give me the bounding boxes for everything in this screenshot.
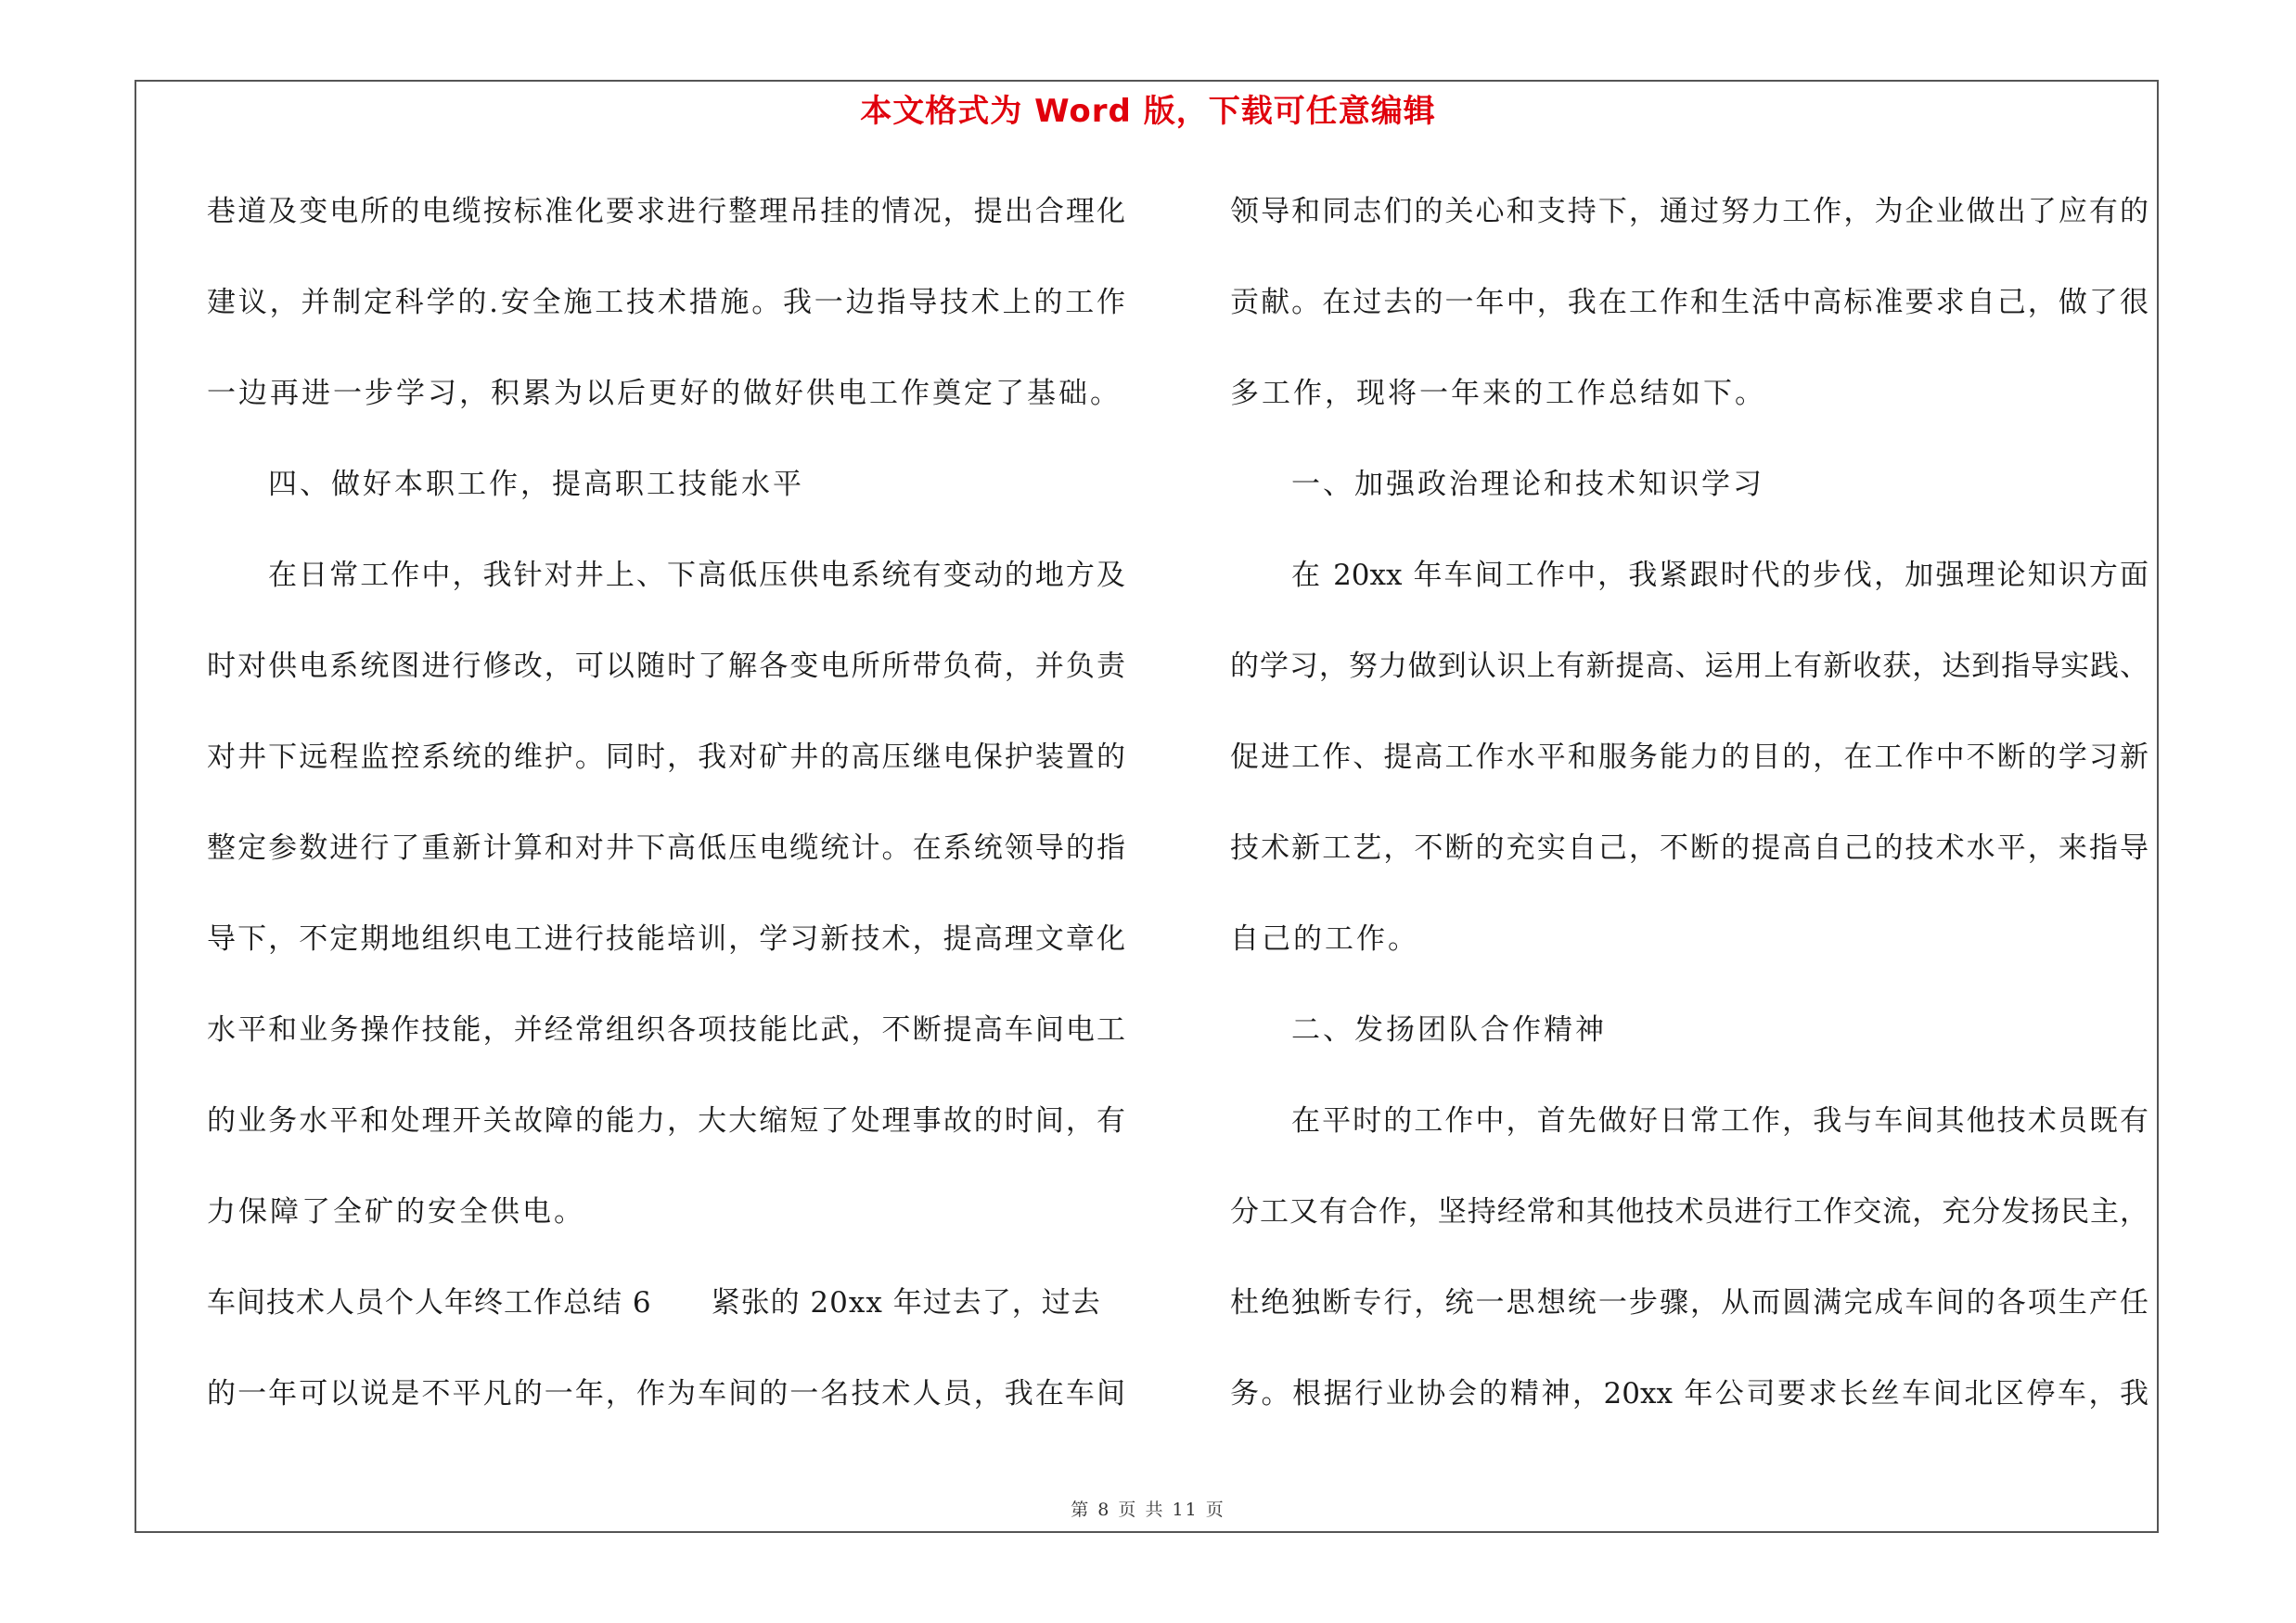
paragraph-line: 多工作，现将一年来的工作总结如下。 — [1230, 377, 1766, 410]
paragraph-line: 的业务水平和处理开关故障的能力，大大缩短了处理事故的时间，有 — [207, 1104, 1125, 1138]
paragraph-line: 技术新工艺，不断的充实自己，不断的提高自己的技术水平，来指导 — [1230, 831, 2148, 865]
paragraph-line: 自己的工作。 — [1230, 922, 1419, 956]
paragraph-line: 在平时的工作中，首先做好日常工作，我与车间其他技术员既有 — [1291, 1104, 2148, 1138]
paragraph-line: 力保障了全矿的安全供电。 — [207, 1195, 585, 1229]
paragraph-line: 建议，并制定科学的.安全施工技术措施。我一边指导技术上的工作 — [207, 286, 1125, 319]
paragraph-line: 促进工作、提高工作水平和服务能力的目的，在工作中不断的学习新 — [1230, 741, 2148, 774]
paragraph-line: 的学习，努力做到认识上有新提高、运用上有新收获，达到指导实践、 — [1230, 650, 2148, 683]
right-text-column — [1230, 182, 2148, 1455]
paragraph-line: 领导和同志们的关心和支持下，通过努力工作，为企业做出了应有的 — [1230, 195, 2148, 228]
word-format-banner: 本文格式为 Word 版，下载可任意编辑 — [860, 93, 1436, 130]
page-number-footer: 第 8 页 共 11 页 — [1071, 1500, 1225, 1520]
paragraph-line: 的一年可以说是不平凡的一年，作为车间的一名技术人员，我在车间 — [207, 1377, 1125, 1410]
paragraph-line: 一边再进一步学习，积累为以后更好的做好供电工作奠定了基础。 — [207, 377, 1122, 410]
paragraph-line: 贡献。在过去的一年中，我在工作和生活中高标准要求自己，做了很 — [1230, 286, 2148, 319]
paragraph-line: 整定参数进行了重新计算和对井下高低压电缆统计。在系统领导的指 — [207, 831, 1125, 865]
paragraph-line: 水平和业务操作技能，并经常组织各项技能比武，不断提高车间电工 — [207, 1013, 1125, 1047]
paragraph-line: 对井下远程监控系统的维护。同时，我对矿井的高压继电保护装置的 — [207, 741, 1125, 774]
section-heading-2: 二、发扬团队合作精神 — [1291, 1013, 1607, 1047]
paragraph-line: 在日常工作中，我针对井上、下高低压供电系统有变动的地方及 — [268, 559, 1125, 592]
paragraph-line: 时对供电系统图进行修改，可以随时了解各变电所所带负荷，并负责 — [207, 650, 1125, 683]
paragraph-line: 务。根据行业协会的精神，20xx 年公司要求长丝车间北区停车，我 — [1230, 1377, 2148, 1410]
section-heading-1: 一、加强政治理论和技术知识学习 — [1291, 468, 1764, 501]
paragraph-line: 导下，不定期地组织电工进行技能培训，学习新技术，提高理文章化 — [207, 922, 1125, 956]
article-title-line: 车间技术人员个人年终工作总结 6 紧张的 20xx 年过去了，过去 — [207, 1286, 1101, 1320]
section-heading-4: 四、做好本职工作，提高职工技能水平 — [268, 468, 804, 501]
paragraph-line: 巷道及变电所的电缆按标准化要求进行整理吊挂的情况，提出合理化 — [207, 195, 1125, 228]
paragraph-line: 在 20xx 年车间工作中，我紧跟时代的步伐，加强理论知识方面 — [1291, 559, 2148, 592]
left-text-column — [207, 182, 1125, 1455]
paragraph-line: 分工又有合作，坚持经常和其他技术员进行工作交流，充分发扬民主， — [1230, 1195, 2148, 1229]
paragraph-line: 杜绝独断专行，统一思想统一步骤，从而圆满完成车间的各项生产任 — [1230, 1286, 2148, 1320]
